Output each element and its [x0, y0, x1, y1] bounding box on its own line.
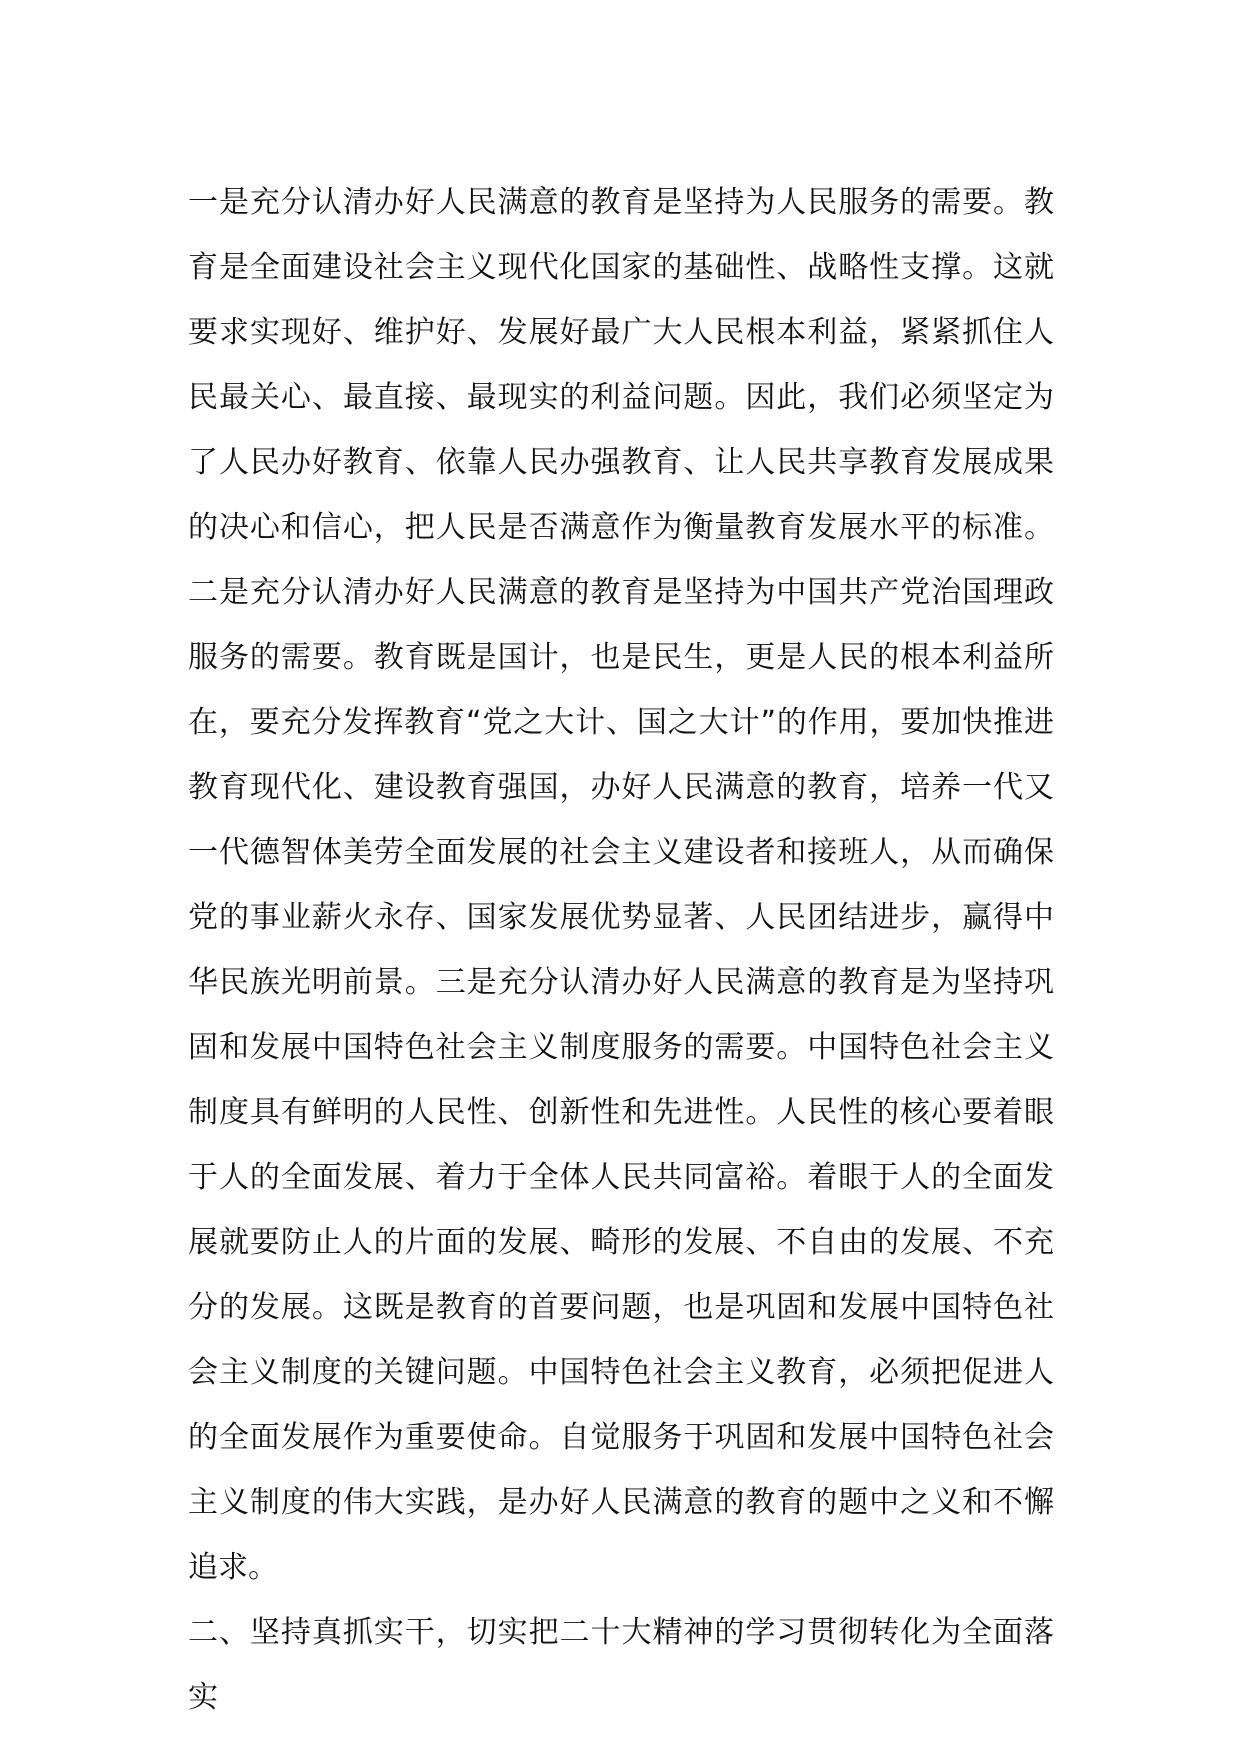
document-body: [188, 170, 1054, 1730]
section-heading: 二、坚持真抓实干，切实把二十大精神的学习贯彻转化为全面落实: [188, 1615, 1054, 1715]
body-paragraph: 一是充分认清办好人民满意的教育是坚持为人民服务的需要。教育是全面建设社会主义现代化国家的基础性、战略性支撑。这就要求实现好、维护好、发展好最广大人民根本利益，紧紧抓住人民最关心、最直接、最现实的利益问题。因此，我们必须坚定为了人民办好教育、依靠人民办强教育、让人民共享教育发展成果的决心和信心，把人民是否满意作为衡量教育发展水平的标准。二是充分认清办好人民满意的教育是坚持为中国共产党治国理政服务的需要。教育既是国计，也是民生，更是人民的根本利益所在，要充分发挥教育“党之大计、国之大计”的作用，要加快推进教育现代化、建设教育强国，办好人民满意的教育，培养一代又一代德智体美劳全面发展的社会主义建设者和接班人，从而确保党的事业薪火永存、国家发展优势显著、人民团结进步，赢得中华民族光明前景。三是充分认清办好人民满意的教育是为坚持巩固和发展中国特色社会主义制度服务的需要。中国特色社会主义制度具有鲜明的人民性、创新性和先进性。人民性的核心要着眼于人的全面发展、着力于全体人民共同富裕。着眼于人的全面发展就要防止人的片面的发展、畸形的发展、不自由的发展、不充分的发展。这既是教育的首要问题，也是巩固和发展中国特色社会主义制度的关键问题。中国特色社会主义教育，必须把促进人的全面发展作为重要使命。自觉服务于巩固和发展中国特色社会主义制度的伟大实践，是办好人民满意的教育的题中之义和不懈追求。: [188, 185, 1054, 1585]
